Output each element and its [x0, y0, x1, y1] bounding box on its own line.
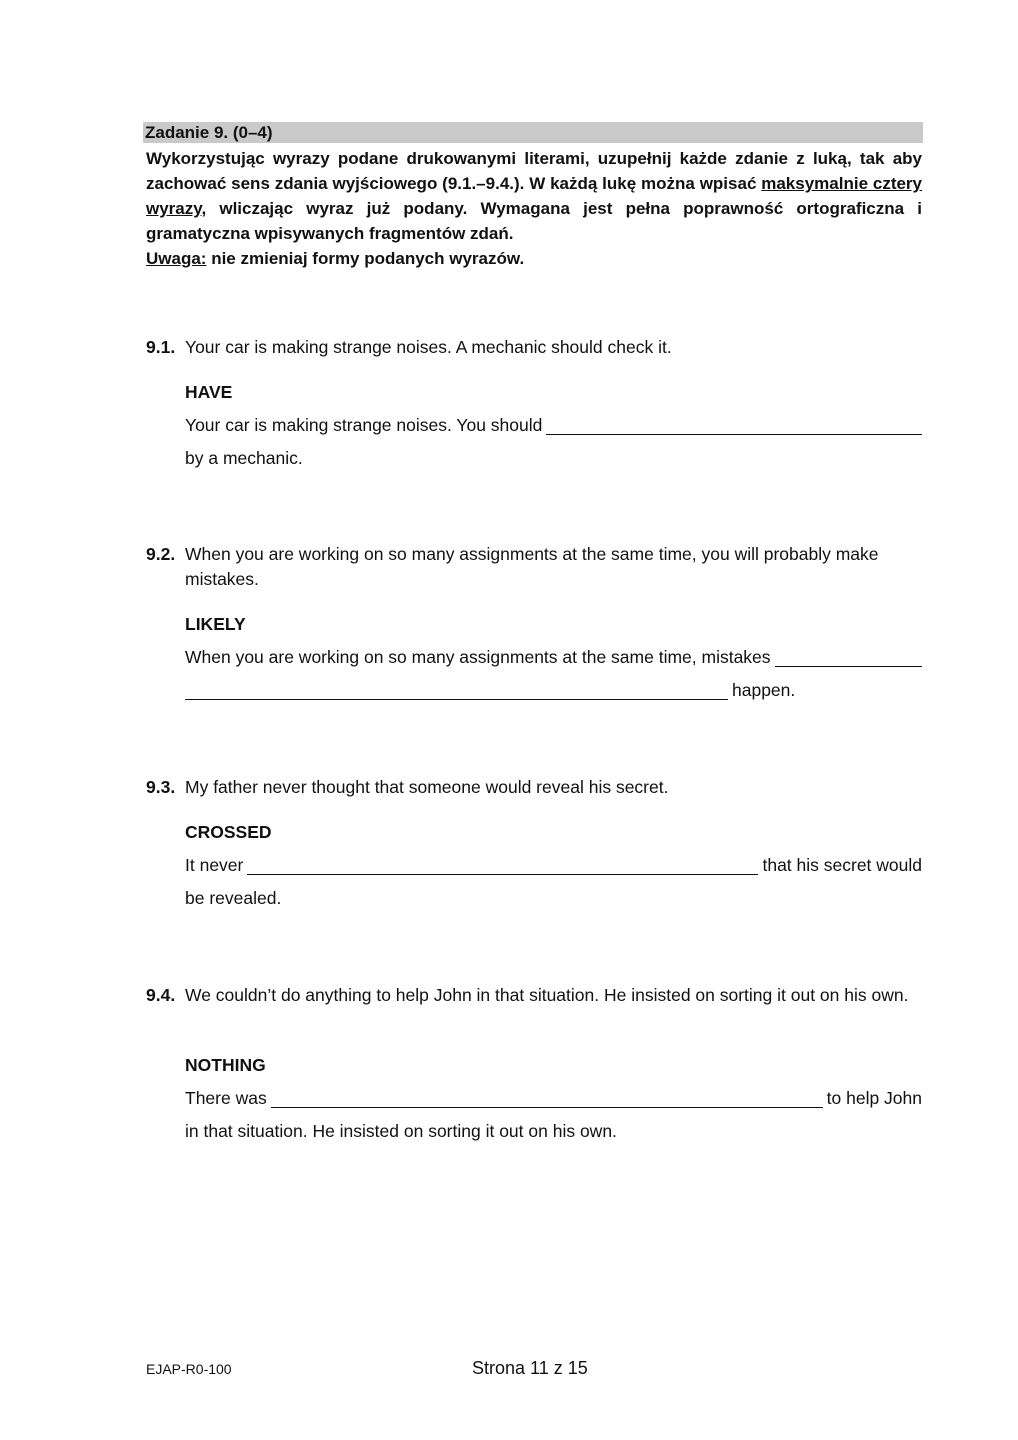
keyword-9-3: CROSSED — [185, 822, 272, 842]
answer-line-9-4-a — [185, 1086, 922, 1111]
instruction-paragraph — [146, 146, 922, 246]
task-header: Zadanie 9. (0–4) — [143, 122, 923, 143]
answer-gap-9-2-part2[interactable] — [185, 681, 728, 700]
answer-gap-9-1[interactable] — [546, 416, 922, 435]
line-text: be revealed. — [185, 888, 282, 908]
line-text: Your car is making strange noises. You should — [185, 415, 543, 435]
item-number-9-3: 9.3. — [146, 777, 176, 797]
footer-page-number: Strona 11 z 15 — [472, 1358, 588, 1378]
line-text: that his secret would — [762, 855, 922, 875]
answer-gap-9-4[interactable] — [271, 1089, 823, 1108]
answer-line-9-2-a — [185, 645, 922, 670]
answer-line-9-2-b — [185, 678, 922, 703]
instruction-word-limit: maksymalnie cztery wyrazy — [146, 174, 922, 218]
item-sentence-9-2: When you are working on so many assignments at the same time, you will probably make mistakes. — [185, 544, 879, 589]
answer-line-9-4-b — [185, 1119, 922, 1144]
keyword-9-2: LIKELY — [185, 614, 246, 634]
keyword-9-4: NOTHING — [185, 1055, 266, 1075]
answer-line-9-1-a — [185, 413, 922, 438]
note-paragraph — [146, 246, 922, 271]
line-text: by a mechanic. — [185, 448, 303, 468]
line-text: It never — [185, 855, 244, 875]
answer-line-9-3-a — [185, 853, 922, 878]
line-text: There was — [185, 1088, 267, 1108]
answer-gap-9-3[interactable] — [247, 856, 758, 875]
keyword-9-1: HAVE — [185, 382, 233, 402]
footer-exam-code: EJAP-R0-100 — [146, 1361, 232, 1377]
item-number-9-1: 9.1. — [146, 337, 176, 357]
item-sentence-9-4: We couldn’t do anything to help John in that situation. He insisted on sorting it out on his own. — [185, 985, 909, 1005]
item-sentence-9-1: Your car is making strange noises. A mechanic should check it. — [185, 337, 672, 357]
instruction-text-cont: , wliczając wyraz już podany. Wymagana jest pełna poprawność ortograficzna i gramatyczna wpisywanych fragmentów zdań. — [146, 199, 922, 243]
line-text: in that situation. He insisted on sorting it out on his own. — [185, 1121, 617, 1141]
note-text: nie zmieniaj formy podanych wyrazów. — [206, 249, 525, 268]
answer-line-9-1-b — [185, 446, 922, 471]
item-sentence-9-3: My father never thought that someone would reveal his secret. — [185, 777, 669, 797]
line-text: When you are working on so many assignments at the same time, mistakes — [185, 647, 771, 667]
line-text: to help John — [826, 1088, 922, 1108]
answer-line-9-3-b — [185, 886, 922, 911]
note-label: Uwaga: — [146, 249, 207, 268]
item-number-9-4: 9.4. — [146, 985, 176, 1005]
instruction-text: Wykorzystując wyrazy podane drukowanymi literami, uzupełnij każde zdanie z luką, tak aby zachować sens zdania wyjściowego (9.1.–9.4.). W każdą lukę można wpisać — [146, 149, 922, 193]
answer-gap-9-2-part1[interactable] — [775, 648, 922, 667]
line-text: happen. — [732, 680, 796, 700]
task-instructions — [146, 146, 922, 271]
item-number-9-2: 9.2. — [146, 544, 176, 564]
